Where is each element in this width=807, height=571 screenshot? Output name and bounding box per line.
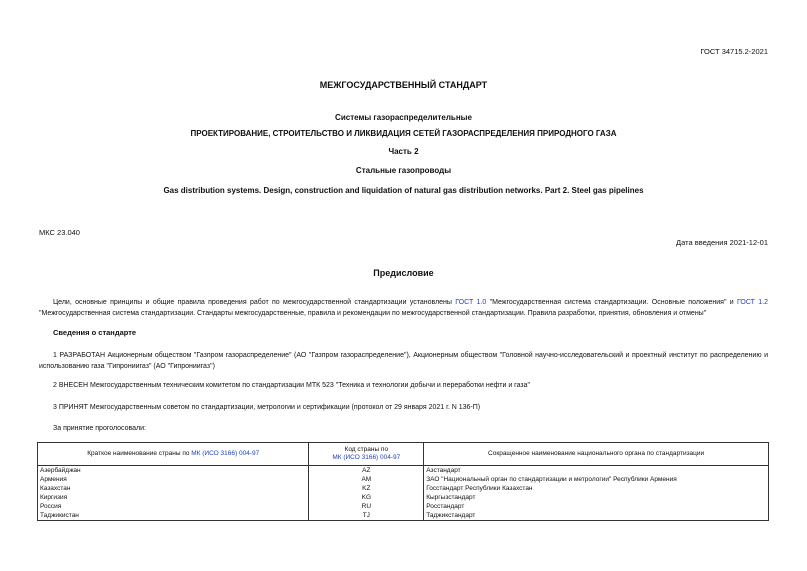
foreword-text-1: Цели, основные принципы и общие правила проведения работ по межгосударственной стандартизации установлены xyxy=(53,299,456,306)
foreword-paragraph xyxy=(39,298,768,319)
foreword-heading: Предисловие xyxy=(373,268,434,278)
table-row xyxy=(38,475,769,484)
national-body-cell: Росстандарт xyxy=(424,502,769,511)
item-developed: 1 РАЗРАБОТАН Акционерным обществом "Газпром газораспределение" (АО "Газпром газораспределение"), Акционерным обществом "Головной научно-исследовательский и проектный институт по распределению и использованию газа "Гипрониигаз" (АО "Гипрониигаз") xyxy=(39,352,768,370)
header-country-name xyxy=(38,443,309,466)
table-row xyxy=(38,493,769,502)
mk-iso-code-link[interactable]: МК (ИСО 3166) 004-97 xyxy=(332,454,401,461)
mks-code: МКС 23.040 xyxy=(39,228,80,237)
subtitle-heading: Стальные газопроводы xyxy=(355,166,452,175)
table-row xyxy=(38,466,769,476)
systems-heading: Системы газораспределительные xyxy=(335,113,472,122)
national-body-cell: Азстандарт xyxy=(424,466,769,476)
national-body-cell: Кыргызстандарт xyxy=(424,493,769,502)
item-adopted: 3 ПРИНЯТ Межгосударственным советом по стандартизации, метрологии и сертификации (протокол от 29 января 2021 г. N 136-П) xyxy=(53,404,481,411)
gost-1-2-link[interactable]: ГОСТ 1.2 xyxy=(737,299,768,306)
country-cell: Таджикистан xyxy=(38,511,309,521)
english-title: Gas distribution systems. Design, construction and liquidation of natural gas distribution networks. Part 2. Steel gas pipelines xyxy=(163,186,644,195)
country-cell: Азербайджан xyxy=(38,466,309,476)
code-cell: KG xyxy=(309,493,424,502)
document-title: ПРОЕКТИРОВАНИЕ, СТРОИТЕЛЬСТВО И ЛИКВИДАЦИЯ СЕТЕЙ ГАЗОРАСПРЕДЕЛЕНИЯ ПРИРОДНОГО ГАЗА xyxy=(190,129,617,138)
table-row xyxy=(38,484,769,493)
foreword-text-2: "Межгосударственная система стандартизации. Основные положения" и xyxy=(486,299,737,306)
header-country-text: Краткое наименование страны по xyxy=(87,450,192,457)
code-cell: TJ xyxy=(309,511,424,521)
introduction-date: Дата введения 2021-12-01 xyxy=(676,238,768,247)
country-cell: Армения xyxy=(38,475,309,484)
voted-for-label: За принятие проголосовали: xyxy=(53,425,146,432)
countries-table xyxy=(37,442,769,521)
foreword-text-3: "Межгосударственная система стандартизации. Стандарты межгосударственные, правила и рекомендации по межгосударственной стандартизации. Правила разработки, принятия, обновления и отмены" xyxy=(39,309,707,317)
table-row xyxy=(38,502,769,511)
gost-1-0-link[interactable]: ГОСТ 1.0 xyxy=(455,299,487,306)
part-heading: Часть 2 xyxy=(388,147,419,156)
mk-iso-link[interactable]: МК (ИСО 3166) 004-97 xyxy=(191,450,260,457)
header-national-body: Сокращенное наименование национального органа по стандартизации xyxy=(424,443,769,466)
header-code-text: Код страны по xyxy=(344,446,389,453)
code-cell: AZ xyxy=(309,466,424,476)
code-cell: KZ xyxy=(309,484,424,493)
national-body-cell: ЗАО "Национальный орган по стандартизации и метрологии" Республики Армения xyxy=(424,475,769,484)
table-row xyxy=(38,511,769,521)
country-cell: Казахстан xyxy=(38,484,309,493)
item-introduced: 2 ВНЕСЕН Межгосударственным техническим комитетом по стандартизации МТК 523 "Техника и технологии добычи и переработки нефти и газа" xyxy=(53,382,530,389)
national-body-cell: Госстандарт Республики Казахстан xyxy=(424,484,769,493)
standard-type-heading: МЕЖГОСУДАРСТВЕННЫЙ СТАНДАРТ xyxy=(319,80,488,90)
country-cell: Киргизия xyxy=(38,493,309,502)
standard-info-heading: Сведения о стандарте xyxy=(53,328,137,337)
code-cell: RU xyxy=(309,502,424,511)
header-country-code xyxy=(309,443,424,466)
table-header-row xyxy=(38,443,769,466)
country-cell: Россия xyxy=(38,502,309,511)
code-cell: AM xyxy=(309,475,424,484)
national-body-cell: Таджикстандарт xyxy=(424,511,769,521)
document-code: ГОСТ 34715.2-2021 xyxy=(700,47,768,56)
